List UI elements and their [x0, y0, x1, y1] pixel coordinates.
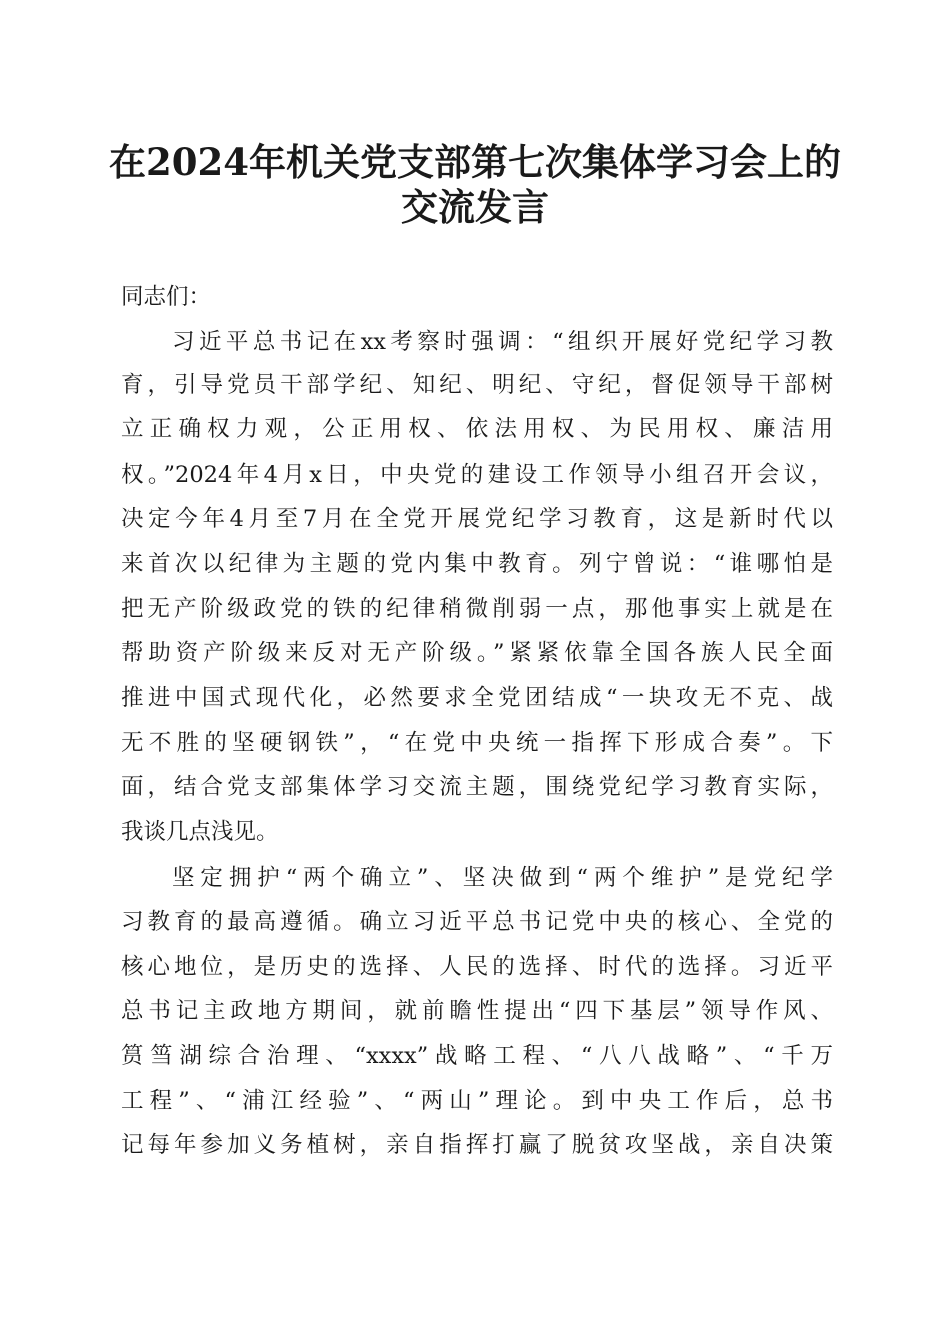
paragraph-2-line: 核心地位，是历史的选择、人民的选择、时代的选择。习近平 — [121, 954, 833, 980]
paragraph-1-line: 决定今年4月至7月在全党开展党纪学习教育，这是新时代以 — [121, 506, 833, 532]
paragraph-1-line: 习近平总书记在xx考察时强调：“组织开展好党纪学习教 — [172, 329, 833, 355]
paragraph-2-line: 记每年参加义务植树，亲自指挥打赢了脱贫攻坚战，亲自决策 — [121, 1132, 833, 1158]
paragraph-1-line: 权。”2024年4月x日，中央党的建设工作领导小组召开会议， — [121, 462, 833, 488]
paragraph-2-line: 工程”、“浦江经验”、“两山”理论。到中央工作后，总书 — [121, 1088, 833, 1114]
paragraph-1-line: 面，结合党支部集体学习交流主题，围绕党纪学习教育实际， — [121, 774, 833, 800]
paragraph-2-line: 习教育的最高遵循。确立习近平总书记党中央的核心、全党的 — [121, 909, 833, 935]
paragraph-1-line: 来首次以纪律为主题的党内集中教育。列宁曾说：“谁哪怕是 — [121, 551, 833, 577]
paragraph-1-line: 我谈几点浅见。 — [121, 819, 279, 845]
paragraph-1-line: 无不胜的坚硬钢铁”，“在党中央统一指挥下形成合奏”。下 — [121, 730, 833, 756]
paragraph-1-line: 立正确权力观，公正用权、依法用权、为民用权、廉洁用 — [121, 416, 833, 442]
document-title-line-1: 在2024年机关党支部第七次集体学习会上的 — [109, 140, 841, 184]
paragraph-1-line: 把无产阶级政党的铁的纪律稍微削弱一点，那他事实上就是在 — [121, 596, 833, 622]
paragraph-2-line: 筼筜湖综合治理、“xxxx”战略工程、“八八战略”、“千万 — [121, 1043, 833, 1069]
paragraph-2-line: 坚定拥护“两个确立”、坚决做到“两个维护”是党纪学 — [172, 865, 833, 891]
document-title-line-2: 交流发言 — [401, 185, 549, 229]
paragraph-1-line: 推进中国式现代化，必然要求全党团结成“一块攻无不克、战 — [121, 685, 833, 711]
greeting: 同志们： — [121, 284, 212, 310]
paragraph-2-line: 总书记主政地方期间，就前瞻性提出“四下基层”领导作风、 — [121, 998, 833, 1024]
paragraph-1-line: 育，引导党员干部学纪、知纪、明纪、守纪，督促领导干部树 — [121, 372, 833, 398]
paragraph-1-line: 帮助资产阶级来反对无产阶级。”紧紧依靠全国各族人民全面 — [121, 640, 833, 666]
